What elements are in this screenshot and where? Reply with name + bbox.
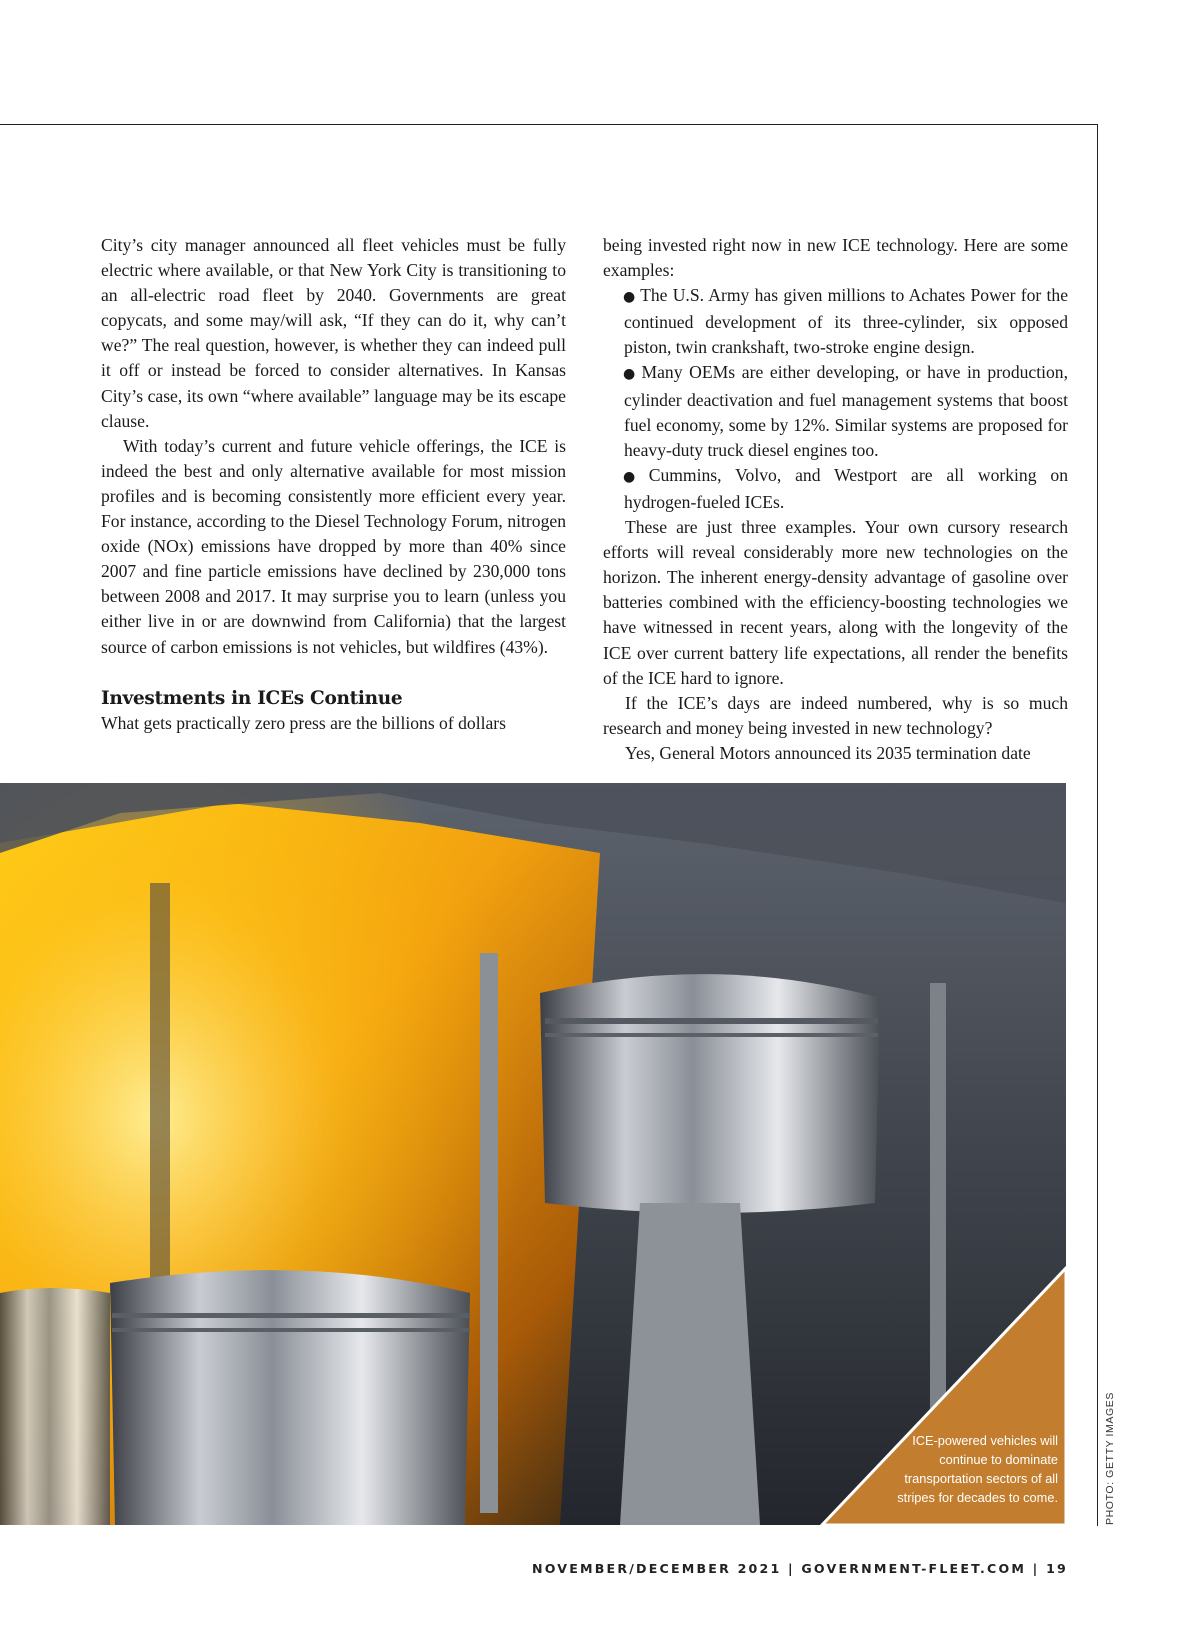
body-paragraph: Yes, General Motors announced its 2035 termination date bbox=[625, 742, 1031, 763]
engine-pistons-photo bbox=[0, 783, 1066, 1525]
bullet-item bbox=[603, 283, 1068, 360]
bullet-icon: ● bbox=[623, 366, 638, 383]
bullet-icon: ● bbox=[623, 468, 645, 485]
bullet-item bbox=[603, 360, 1068, 462]
bullet-text: Many OEMs are either developing, or have in production, cylinder deactivation and fuel management systems that boost fuel economy, some by 12%. Similar systems are proposed for heavy-duty truck diesel engines too. bbox=[624, 362, 1068, 460]
body-paragraph: What gets practically zero press are the billions of dollars bbox=[101, 712, 506, 733]
article-right-column bbox=[603, 233, 1068, 766]
article-left-column bbox=[101, 233, 566, 736]
page-frame-right-rule bbox=[1097, 124, 1098, 1526]
photo-credit: PHOTO: GETTY IMAGES bbox=[1104, 1392, 1116, 1525]
page-frame-top-rule bbox=[0, 124, 1098, 125]
photo-caption: ICE-powered vehicles will continue to dominate transportation sectors of all stripes for decades to come. bbox=[897, 1433, 1058, 1505]
page-footer-folio: NOVEMBER/DECEMBER 2021 | GOVERNMENT-FLEET.COM | 19 bbox=[531, 1561, 1068, 1576]
body-paragraph: If the ICE’s days are indeed numbered, why is so much research and money being invested in new technology? bbox=[603, 692, 1068, 738]
body-paragraph: City’s city manager announced all fleet vehicles must be fully electric where available, or that New York City is transitioning to an all-electric road fleet by 2040. Governments are great copycats, and some may/will ask, “If they can do it, why can’t we?” The real question, however, is whether they can indeed pull it off or instead be forced to consider alternatives. In Kansas City’s case, its own “where available” language may be its escape clause. bbox=[101, 235, 566, 431]
bullet-text: The U.S. Army has given millions to Achates Power for the continued development of its three-cylinder, six opposed piston, twin crankshaft, two-stroke engine design. bbox=[624, 285, 1069, 358]
bullet-text: Cummins, Volvo, and Westport are all working on hydrogen-fueled ICEs. bbox=[624, 464, 1068, 512]
body-paragraph: being invested right now in new ICE technology. Here are some examples: bbox=[603, 235, 1068, 281]
body-paragraph: With today’s current and future vehicle offerings, the ICE is indeed the best and only alternative available for most mission profiles and is becoming consistently more efficient every year. For instance, according to the Diesel Technology Forum, nitrogen oxide (NOx) emissions have dropped by more than 40% since 2007 and fine particle emissions have declined by 230,000 tons between 2008 and 2017. It may surprise you to learn (unless you either live in or are downwind from California) that the largest source of carbon emissions is not vehicles, but wildfires (43%). bbox=[101, 435, 566, 657]
bullet-item bbox=[603, 463, 1068, 515]
body-paragraph: These are just three examples. Your own cursory research efforts will reveal considerably more new technologies on the horizon. The inherent energy-density advantage of gasoline over batteries combined with the efficiency-boosting technologies we have witnessed in recent years, along with the longevity of the ICE over current battery life expectations, all render the benefits of the ICE hard to ignore. bbox=[603, 517, 1068, 688]
section-heading: Investments in ICEs Continue bbox=[101, 687, 403, 709]
bullet-icon: ● bbox=[623, 289, 637, 306]
engine-illustration bbox=[0, 783, 1066, 1525]
